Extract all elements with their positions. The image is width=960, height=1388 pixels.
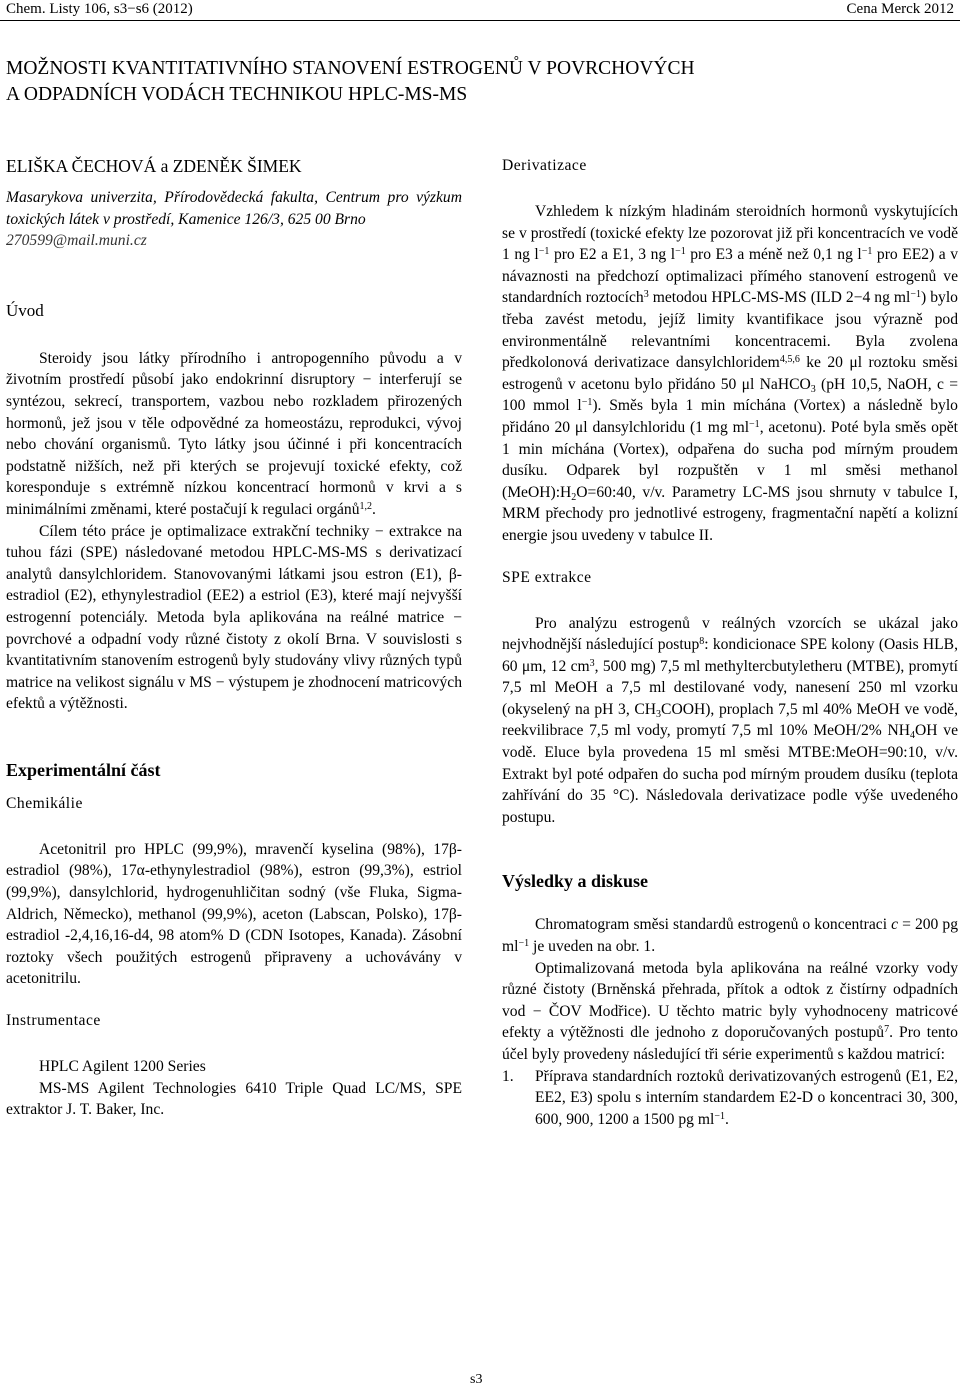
heading-experimental: Experimentální část <box>6 759 161 780</box>
results-paragraph-1: Chromatogram směsi standardů estrogenů o koncentraci c = 200 pg $ml^{-1}$ je uveden na obr. 1. <box>502 916 958 956</box>
journal-citation: Chem. Listy 106, s3−s6 (2012) <box>6 1 193 17</box>
page-number: s3 <box>470 1372 483 1387</box>
title-line-1: MOŽNOSTI KVANTITATIVNÍHO STANOVENÍ ESTROGENŮ V POVRCHOVÝCH <box>6 58 695 79</box>
heading-spe: SPE extrakce <box>502 568 592 586</box>
heading-uvod: Úvod <box>6 300 44 320</box>
chemicals-paragraph: Acetonitril pro HPLC (99,9%), mravenčí kyselina (98%), 17β-estradiol (98%), 17α-ethynylestradiol (98%), estron (99,3%), estriol (99,9%), dansylchlorid, hydrogenuhličitan sodný (vše Fluka, Sigma-Aldrich, Německo), methanol (99,9%), aceton (Labscan, Polsko), 17β-estradiol -2,4,16,16-d4, 98 atom% D (CDN Isotopes, Kanada). Zásobní roztoky všech použitých estrogenů připraveny a uchovávány v acetonitrilu. <box>6 840 462 988</box>
article-title <box>6 56 956 108</box>
affiliation: Masarykova univerzita, Přírodovědecká fakulta, Centrum pro výzkum toxických látek v prostředí, Kamenice 126/3, 625 00 Brno <box>6 189 462 228</box>
right-column <box>502 155 958 1130</box>
heading-instrumentace: Instrumentace <box>6 1012 101 1030</box>
intro-paragraph-1: Steroidy jsou látky přírodního i antropogenního původu a v životním prostředí působí jako endokrinní disruptory − interferují se syntézou, sekrecí, transportem, vazbou nebo rozkladem přirozených hormonů, jež jsou v těle odpovědné za homeostázu, reprodukci, vývoj nebo chování organismů. Tyto látky jsou účinné i při koncentracích podstatně nižších, než při kterých se projevují toxické efekty, což koresponduje s extrémně nízkou koncentrací hormonů v krvi a s minimálními změnami, které postačují k regulaci orgánů$^{1,2}$. <box>6 349 462 518</box>
instrument-line-2: MS-MS Agilent Technologies 6410 Triple Quad LC/MS, SPE extraktor J. T. Baker, Inc. <box>6 1079 462 1119</box>
running-header <box>0 0 960 21</box>
instrument-line-1: HPLC Agilent 1200 Series <box>39 1058 206 1076</box>
award-label: Cena Merck 2012 <box>846 1 954 17</box>
results-paragraph-2: Optimalizovaná metoda byla aplikována na reálné vzorky vody různé čistoty (Brněnská přehrada, přítok a odtok z čistírny odpadních vod − ČOV Modřice). U těchto matric byly vyhodnoceny matricové efekty a výtěžnosti dle jednoho z doporučovaných postupů$^7$. Pro tento účel byly provedeny následující tři série experimentů s každou matricí: <box>502 959 958 1063</box>
left-column <box>6 155 462 1121</box>
derivatization-paragraph: Vzhledem k nízkým hladinám steroidních hormonů vyskytujících se v prostředí (toxické efekty lze pozorovat již při koncentracích ve vodě 1 ng $l^{-1}$ pro E2 a E1, 3 ng $l^{-1}$ pro E3 a méně než 0,1 ng $l^{-1}$ pro EE2) a v návaznosti na předchozí optimalizaci přímého stanovení estrogenů ve standardních roztocích$^3$ metodou HPLC-MS-MS (ILD 2−4 ng $ml^{-1}$) bylo třeba zavést metodu, jejíž limity kvantifikace jsou výrazně pod environmentálně relevantními koncentracemi. Byla zvolena předkolonová derivatizace dansylchloridem$^{4,5,6}$ ke 20 μl roztoku směsi estrogenů v acetonu bylo přidáno 50 μl NaHCO$_3$ (pH 10,5, NaOH, c = 100 mmol $l^{-1}$). Směs byla 1 min míchána (Vortex) a následně bylo přidáno 20 μl dansylchloridu (1 mg $ml^{-1}$, acetonu). Poté byla směs opět 1 min míchána (Vortex), odpařena do sucha pod mírným proudem dusíku. Odparek byl rozpuštěn v 1 ml směsi methanol $(MeOH):H_2O=60:40$, v/v. Parametry LC-MS jsou shrnuty v tabulce I, MRM přechody pro jednotlivé estrogeny, fragmentační napětí a kolizní energie jsou uvedeny v tabulce II. <box>502 203 959 544</box>
heading-derivatizace: Derivatizace <box>502 157 587 174</box>
heading-results: Výsledky a diskuse <box>502 871 649 892</box>
title-line-2: A ODPADNÍCH VODÁCH TECHNIKOU HPLC-MS-MS <box>6 84 468 105</box>
email: 270599@mail.muni.cz <box>6 232 147 250</box>
intro-paragraph-2: Cílem této práce je optimalizace extrakční techniky − extrakce na tuhou fázi (SPE) následované metodou HPLC-MS-MS s derivatizací analytů dansylchloridem. Stanovovanými látkami jsou estron (E1), β-estradiol (E2), ethynylestradiol (EE2) a estriol (E3), které mají nejvyšší estrogenní potenciály. Metoda byla aplikována na reálné matrice − povrchové a odpadní vody různé čistoty z okolí Brna. V souvislosti s kvantitativním stanovením estrogenů byly studovány vlivy různých typů matrice na velikost signálu v MS − výstupem je zhodnocení matricových efektů a výtěžnosti. <box>6 522 462 713</box>
spe-paragraph: Pro analýzu estrogenů v reálných vzorcích se ukázal jako nejvhodnější následující postup$^8$: kondicionace SPE kolony (Oasis HLB, 60 μm, 12 $cm^3$, 500 mg) 7,5 ml methyltercbutyletheru (MTBE), promytí 7,5 ml MeOH a 7,5 ml destilované vody, nanesení 250 ml vzorku (okyselený na pH 3, $CH_3COOH$), proplach 7,5 ml 40% MeOH ve vodě, reekvilibrace 7,5 ml vody, promytí 7,5 ml 10% MeOH/2% $NH_4OH$ ve vodě. Eluce byla provedena 15 ml směsi MTBE:MeOH=90:10, v/v. Extrakt byl poté odpařen do sucha pod mírným proudem dusíku (teplota zahřívání do 35 °C). Následovala derivatizace podle výše uvedeného postupu. <box>502 614 959 826</box>
authors: ELIŠKA ČECHOVÁ a ZDENĚK ŠIMEK <box>6 156 302 176</box>
list-item: 1. Příprava standardních roztoků derivatizovaných estrogenů (E1, E2, EE2, E3) spolu s interním standardem E2-D o koncentraci 30, 300, 600, 900, 1200 a 1500 pg $ml^{-1}$. <box>502 1067 958 1128</box>
heading-chemikalie: Chemikálie <box>6 794 83 812</box>
